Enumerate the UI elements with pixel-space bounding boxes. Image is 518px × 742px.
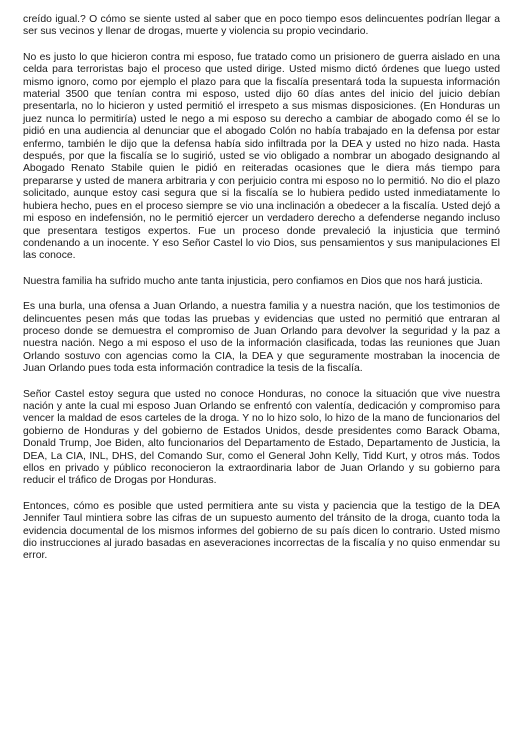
paragraph-3: Nuestra familia ha sufrido mucho ante tanta injusticia, pero confiamos en Dios que nos hará justicia. (23, 275, 483, 287)
paragraph-5: Señor Castel estoy segura que usted no conoce Honduras, no conoce la situación que vive nuestra nación y ante la cual mi esposo Juan Orlando se enfrentó con valentía, dedicación y compromiso para vencer la maldad de esos carteles de la droga. Y no lo hizo solo, lo hizo de la mano de funcionarios del gobierno de Honduras y del gobierno de Estados Unidos, desde presidentes como Barack Obama, Donald Trump, Joe Biden, alto funcionarios del Departamento de Estado, Departamento de Justicia, la DEA, La CIA, INL, DHS, del Comando Sur, como el General John Kelly, Tidd Kurt, y otros más. Todos ellos en privado y público reconocieron la extraordinaria labor de Juan Orlando y su gobierno para reducir el tráfico de Drogas por Honduras. (23, 388, 500, 487)
paragraph-6: Entonces, cómo es posible que usted permitiera ante su vista y paciencia que la testigo de la DEA Jennifer Taul mintiera sobre las cifras de un supuesto aumento del tránsito de la droga, cuanto toda la evidencia documental de los mismos informes del gobierno de su país dicen lo contrario. Usted mismo dio instrucciones al jurado basadas en aseveraciones incorrectas de la fiscalía y no quiso enmendar su error. (23, 500, 500, 562)
paragraph-1: creído igual.? O cómo se siente usted al saber que en poco tiempo esos delincuentes podrían llegar a ser sus vecinos y llenar de drogas, muerte y violencia su propio vecindario. (23, 14, 500, 38)
paragraph-2: No es justo lo que hicieron contra mi esposo, fue tratado como un prisionero de guerra aislado en una celda para terroristas bajo el proceso que usted dirige. Usted mismo dictó órdenes que luego usted mismo ignoro, como por ejemplo el plazo para que la fiscalía presentará toda la supuesta información material 3500 que tenían contra mi esposo, usted dijo 60 días antes del inicio del juicio debían presentarla, no lo hicieron y usted permitió el irrespeto a sus mismas disposiciones. (En Honduras un juez nunca lo permitiría) usted le nego a mi esposo su derecho a cambiar de abogado como él se lo pidió en una audiencia al denunciar que el abogado Colón no había trabajado en la defensa por estar enfermo, también le dijo que la defensa había sido infiltrada por la DEA y usted no hizo nada. Hasta después, por que la fiscalía se lo sugirió, usted se vio obligado a nombrar un abogado designando al Abogado Renato Stabile quien le pidió en reiteradas ocasiones que le diera más tiempo para prepararse y usted de manera arbitraria y con perjuicio contra mi esposo no lo permitió. No dio el plazo solicitado, aunque estoy casi segura que si la fiscalía se lo hubiera pedido usted inmediatamente lo hubiera hecho, pues en el proceso siempre se vio una inclinación a obedecer a la fiscalía. Usted dejó a mi esposo en indefensión, no le permitió ejercer un verdadero derecho a defenderse negando incluso que presentara testigos expertos. Fue un proceso donde prevaleció la injusticia que terminó condenando a un inocente. Y eso Señor Castel lo vio Dios, sus pensamientos y sus manipulaciones El las conoce. (23, 51, 500, 262)
paragraph-4: Es una burla, una ofensa a Juan Orlando, a nuestra familia y a nuestra nación, que los testimonios de delincuentes pesen más que todas las pruebas y evidencias que usted no permitió que entraran al proceso donde se demuestra el compromiso de Juan Orlando para devolver la seguridad y la paz a nuestra nación. Nego a mi esposo el uso de la información clasificada, todas las reuniones que Juan Orlando sostuvo con agencias como la CIA, la DEA y que seguramente mostraban la inocencia de Juan Orlando pues toda esta información contradice la tesis de la fiscalía. (23, 301, 500, 375)
